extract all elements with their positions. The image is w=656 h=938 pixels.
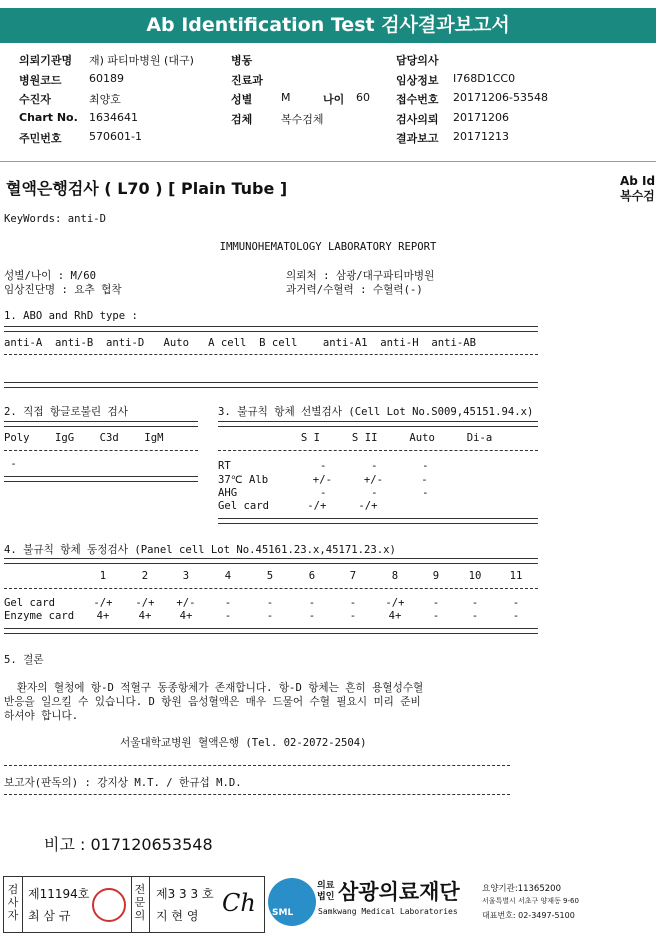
header-value: 최양호 — [89, 93, 121, 106]
header-label: 주민번호 — [19, 132, 62, 145]
header-label: 병동 — [231, 54, 253, 67]
brand-english: Samkwang Medical Laboratories — [318, 907, 458, 916]
corp-label: 의료 법인 — [317, 881, 335, 902]
divider — [218, 421, 538, 427]
lab-report-title: IMMUNOHEMATOLOGY LABORATORY REPORT — [219, 241, 437, 253]
panel-cell-number: 1 — [99, 570, 107, 582]
header-label: 임상정보 — [396, 73, 439, 87]
panel-cell: - — [266, 610, 274, 622]
screen-row: AHG - - - — [218, 487, 429, 499]
panel-title: 4. 불규칙 항체 동정검사 (Panel cell Lot No.45161.23.x,45171.23.x) — [4, 544, 396, 556]
coombs-values: - — [4, 458, 17, 470]
header-label: 검사의뢰 — [396, 112, 439, 126]
header-label: 검체 — [231, 112, 253, 126]
divider — [4, 382, 538, 388]
header-row — [19, 91, 649, 111]
panel-cell: - — [349, 610, 357, 622]
logo-text: SML — [272, 908, 294, 918]
panel-cell: -/+ — [93, 597, 113, 609]
header-label: 결과보고 — [396, 132, 439, 145]
header-label: 담당의사 — [396, 54, 439, 67]
age-label: 나이 — [323, 93, 345, 106]
patient-sex-age: 성별/나이 : M/60 — [4, 270, 96, 282]
conclusion-title: 5. 결론 — [4, 654, 44, 666]
panel-cell-number: 2 — [141, 570, 149, 582]
panel-cell: 4+ — [138, 610, 152, 622]
inspector-name: 최 삼 규 — [28, 909, 71, 923]
panel-cell: - — [512, 597, 520, 609]
header-divider — [0, 161, 656, 162]
panel-cell: - — [308, 610, 316, 622]
panel-cell-number: 6 — [308, 570, 316, 582]
signature-icon: Ch — [222, 889, 256, 917]
header-value: 1634641 — [89, 110, 138, 124]
divider — [4, 354, 538, 355]
panel-cell: -/+ — [135, 597, 155, 609]
panel-cell: - — [224, 597, 232, 609]
panel-cell: - — [308, 597, 316, 609]
phone: 대표번호: 02-3497-5100 — [482, 911, 575, 920]
patient-history: 과거력/수혈력 : 수혈력(-) — [286, 284, 423, 296]
panel-cell-number: 9 — [432, 570, 440, 582]
screen-row: 37℃ Alb +/- +/- - — [218, 474, 428, 486]
section-title: 혈액은행검사 ( L70 ) [ Plain Tube ] — [6, 179, 288, 198]
divider — [218, 450, 538, 451]
company-logo-icon — [268, 878, 316, 926]
header-label: Chart No. — [19, 110, 78, 124]
panel-cell: -/+ — [385, 597, 405, 609]
header-label: 수진자 — [19, 93, 51, 106]
divider — [4, 765, 510, 766]
panel-cell: - — [432, 610, 440, 622]
divider — [218, 518, 538, 524]
signature-box — [3, 876, 265, 933]
specialist-number: 제3 3 3 호 — [156, 887, 214, 901]
header-value: 20171213 — [453, 130, 509, 143]
abo-headers: anti-A anti-B anti-D Auto A cell B cell anti-A1 anti-H anti-AB — [4, 337, 476, 349]
reporter: 보고자(판독의) : 강지상 M.T. / 한규섭 M.D. — [4, 777, 242, 789]
header-label: 진료과 — [231, 73, 263, 87]
panel-row-label: Enzyme card — [4, 610, 75, 622]
divider — [4, 476, 198, 482]
panel-cell-number: 4 — [224, 570, 232, 582]
brand-name: 삼광의료재단 — [338, 880, 460, 904]
panel-cell-number: 11 — [509, 570, 523, 582]
header-value: 20171206-53548 — [453, 91, 548, 104]
header-value: 재) 파티마병원 (대구) — [89, 54, 194, 67]
header-row — [19, 72, 649, 92]
screen-title: 3. 불규칙 항체 선별검사 (Cell Lot No.S009,45151.94.x) — [218, 406, 534, 418]
abo-title: 1. ABO and RhD type : — [4, 310, 138, 322]
cut-off-title: Ab Id 복수검 — [620, 174, 656, 203]
divider — [4, 450, 198, 451]
panel-cell: - — [349, 597, 357, 609]
inspector-number: 제11194호 — [28, 887, 90, 901]
panel-cell: - — [224, 610, 232, 622]
coombs-title: 2. 직접 항글로불린 검사 — [4, 406, 128, 418]
header-row — [19, 130, 649, 150]
divider — [4, 628, 538, 634]
panel-cell: - — [266, 597, 274, 609]
panel-cell: 4+ — [179, 610, 193, 622]
remark: 비고 : 017120653548 — [44, 835, 213, 854]
header-label: 성별 — [231, 93, 253, 106]
panel-cell: +/- — [176, 597, 196, 609]
panel-cell-number: 10 — [468, 570, 482, 582]
header-value: 60189 — [89, 71, 124, 85]
panel-cell: - — [471, 597, 479, 609]
header-label: 의뢰기관명 — [19, 54, 73, 67]
panel-cell-number: 7 — [349, 570, 357, 582]
address: 서울특별시 서초구 양재동 9-60 — [482, 897, 579, 905]
conclusion-line: 하셔야 합니다. — [4, 710, 79, 722]
panel-cell: - — [471, 610, 479, 622]
seal-icon — [92, 888, 126, 922]
panel-cell: - — [432, 597, 440, 609]
coombs-headers: Poly IgG C3d IgM — [4, 432, 164, 444]
header-info — [19, 52, 649, 150]
header-row — [19, 111, 649, 131]
conclusion-line: 반응을 일으킬 수 있습니다. D 항원 음성혈액은 매우 드물어 수혈 필요시 미리 준비 — [4, 696, 421, 708]
header-row — [19, 52, 649, 72]
conclusion-line: 환자의 혈청에 항-D 적혈구 동종항체가 존재합니다. 항-D 항체는 흔히 용혈성수혈 — [4, 682, 424, 694]
screen-row: RT - - - — [218, 460, 429, 472]
screen-row: Gel card -/+ -/+ — [218, 500, 378, 512]
age-value: 60 — [356, 91, 370, 104]
divider — [4, 794, 510, 795]
panel-cell: - — [512, 610, 520, 622]
specialist-label: 전문의 — [134, 883, 146, 922]
patient-referrer: 의뢰처 : 삼광/대구파티마병원 — [286, 270, 435, 282]
patient-diagnosis: 임상진단명 : 요추 협착 — [4, 284, 122, 296]
hospital-contact: 서울대학교병원 혈액은행 (Tel. 02-2072-2504) — [120, 737, 367, 749]
panel-cell-number: 8 — [391, 570, 399, 582]
institution-number: 요양기관:11365200 — [482, 884, 561, 894]
header-value: M — [281, 91, 291, 104]
header-label: 접수번호 — [396, 93, 439, 106]
report-title: Ab Identification Test 검사결과보고서 — [0, 8, 656, 43]
panel-row-label: Gel card — [4, 597, 56, 609]
panel-cell-number: 3 — [182, 570, 190, 582]
header-value: I768D1CC0 — [453, 71, 516, 85]
inspector-label: 검사자 — [7, 883, 19, 922]
panel-cell: 4+ — [388, 610, 402, 622]
header-value: 570601-1 — [89, 130, 142, 143]
keywords: KeyWords: anti-D — [4, 213, 107, 225]
header-value: 복수검체 — [281, 112, 324, 126]
screen-headers: S I S II Auto Di-a — [218, 432, 493, 444]
panel-cell: 4+ — [96, 610, 110, 622]
divider — [4, 421, 198, 427]
specialist-name: 지 현 영 — [156, 909, 199, 923]
panel-cell-number: 5 — [266, 570, 274, 582]
header-label: 병원코드 — [19, 73, 62, 87]
header-value: 20171206 — [453, 110, 509, 124]
divider — [4, 558, 538, 564]
divider — [4, 588, 538, 589]
divider — [4, 326, 538, 332]
